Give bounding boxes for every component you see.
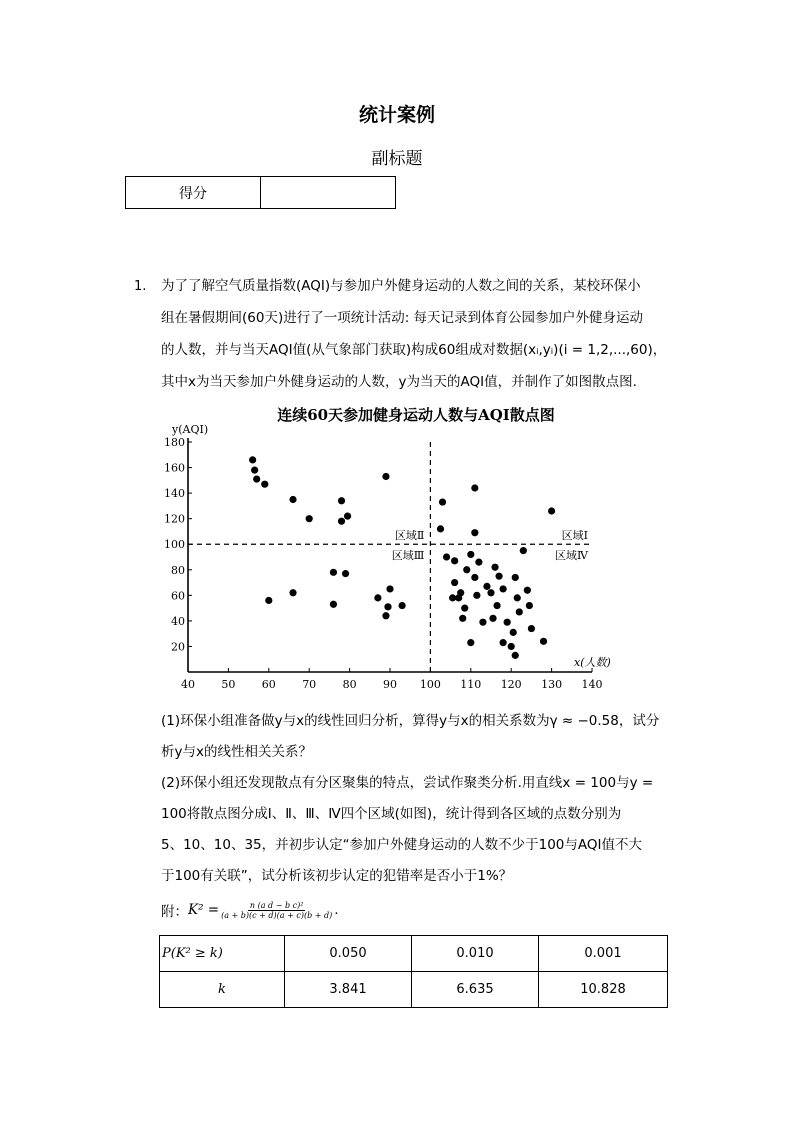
page-title: 统计案例 <box>358 104 435 126</box>
scatter-point <box>261 481 268 488</box>
intro-line: 为了了解空气质量指数(AQI)与参加户外健身运动的人数之间的关系，某校环保小 <box>161 278 641 294</box>
scatter-point <box>344 513 351 520</box>
scatter-point <box>443 553 450 560</box>
region-label: 区域Ⅱ <box>394 529 425 543</box>
table-cell: 6.635 <box>412 972 539 1008</box>
y-tick-label: 100 <box>164 538 185 552</box>
table-row <box>160 972 668 1008</box>
scatter-point <box>342 570 349 577</box>
scatter-point <box>524 587 531 594</box>
formula-fraction <box>221 901 332 920</box>
scatter-point <box>471 484 478 491</box>
region-label: 区域Ⅳ <box>555 549 588 563</box>
part-line: 析y与x的线性相关关系？ <box>161 744 312 760</box>
table-cell: 3.841 <box>285 972 412 1008</box>
y-tick-label: 140 <box>164 487 185 501</box>
y-tick-label: 180 <box>164 436 185 449</box>
scatter-point <box>489 615 496 622</box>
x-tick-label: 110 <box>460 678 482 691</box>
formula-numerator: n (a d − b c)² <box>249 900 304 910</box>
scatter-point <box>439 498 446 505</box>
score-table <box>125 176 396 209</box>
scatter-point <box>306 515 313 522</box>
x-tick-label: 70 <box>302 678 317 691</box>
part-line: (1)环保小组准备做y与x的线性回归分析，算得y与x的相关系数为γ ≈ −0.58，试分 <box>161 713 660 729</box>
formula <box>161 900 339 920</box>
scatter-point <box>504 619 511 626</box>
scatter-point <box>475 559 482 566</box>
region-label: 区域Ⅰ <box>561 529 588 543</box>
formula-lhs: K² = <box>188 902 220 918</box>
chart-title: 连续60天参加健身运动人数与AQI散点图 <box>277 406 555 424</box>
y-tick-label: 60 <box>171 589 185 603</box>
scatter-point <box>548 507 555 514</box>
scatter-point <box>483 583 490 590</box>
scatter-point <box>253 475 260 482</box>
formula-denominator: (a + b)(c + d)(a + c)(b + d) <box>221 910 333 920</box>
scatter-point <box>520 547 527 554</box>
scatter-point <box>512 652 519 659</box>
region-labels <box>392 528 589 562</box>
scatter-point <box>495 573 502 580</box>
x-tick-label: 130 <box>541 678 563 691</box>
x-tick-label: 50 <box>221 678 236 691</box>
part-line: 100将散点图分成Ⅰ、Ⅱ、Ⅲ、Ⅳ四个区域(如图)，统计得到各区域的点数分别为 <box>161 806 622 822</box>
table-row-header: k <box>160 972 285 1008</box>
question-parts <box>161 706 671 892</box>
scatter-point <box>514 594 521 601</box>
intro-line: 的人数，并与当天AQI值(从气象部门获取)构成60组成对数据(xᵢ,yᵢ)(i = 1,2,...,60)， <box>161 342 667 358</box>
y-tick-label: 80 <box>171 563 185 577</box>
scatter-point <box>467 639 474 646</box>
scatter-point <box>487 589 494 596</box>
scatter-point <box>289 496 296 503</box>
score-label: 得分 <box>126 177 261 209</box>
table-cell: 0.010 <box>412 936 539 972</box>
scatter-point <box>382 612 389 619</box>
question-number: 1. <box>134 279 147 294</box>
scatter-point <box>289 589 296 596</box>
scatter-point <box>479 619 486 626</box>
intro-line: 组在暑假期间(60天)进行了一项统计活动: 每天记录到体育公园参加户外健身运动 <box>161 310 644 326</box>
x-tick-label: 60 <box>261 678 276 691</box>
y-axis-label: y(AQI) <box>172 423 209 436</box>
scatter-point <box>437 525 444 532</box>
scatter-point <box>463 566 470 573</box>
scatter-point <box>528 625 535 632</box>
x-tick-label: 100 <box>419 678 441 691</box>
scatter-point <box>338 518 345 525</box>
scatter-point <box>384 603 391 610</box>
y-tick-label: 40 <box>171 614 185 628</box>
scatter-point <box>471 529 478 536</box>
scatter-point <box>540 638 547 645</box>
scatter-point <box>500 639 507 646</box>
question-intro <box>161 270 671 398</box>
table-cell: 0.001 <box>539 936 668 972</box>
part-line: (2)环保小组还发现散点有分区聚集的特点，尝试作聚类分析.用直线x = 100与y = <box>161 775 654 791</box>
region-label: 区域Ⅲ <box>391 549 425 563</box>
scatter-point <box>500 585 507 592</box>
page-subtitle: 副标题 <box>371 149 423 169</box>
table-row <box>160 936 668 972</box>
scatter-point <box>330 601 337 608</box>
scatter-point <box>510 629 517 636</box>
scatter-chart <box>164 402 620 697</box>
x-tick-label: 120 <box>500 678 522 691</box>
scatter-point <box>493 602 500 609</box>
x-tick-label: 40 <box>181 678 195 691</box>
x-tick-label: 80 <box>342 678 357 691</box>
formula-prefix: 附： <box>161 904 188 920</box>
scatter-point <box>374 594 381 601</box>
y-tick-label: 120 <box>164 512 185 526</box>
scatter-point <box>249 456 256 463</box>
intro-line: 其中x为当天参加户外健身运动的人数，y为当天的AQI值，并制作了如图散点图. <box>161 374 637 390</box>
part-line: 于100有关联”，试分析该初步认定的犯错率是否小于1%？ <box>161 868 513 884</box>
scatter-point <box>467 551 474 558</box>
scatter-point <box>457 589 464 596</box>
scatter-point <box>251 467 258 474</box>
scatter-point <box>471 574 478 581</box>
x-tick-label: 140 <box>581 678 603 691</box>
scatter-point <box>330 569 337 576</box>
probability-table <box>159 935 668 1008</box>
table-cell: 10.828 <box>539 972 668 1008</box>
x-axis-label: x(人数) <box>574 656 611 669</box>
scatter-point <box>516 608 523 615</box>
x-tick-label: 90 <box>383 678 397 691</box>
part-line: 5、10、10、35，并初步认定“参加户外健身运动的人数不少于100与AQI值不大 <box>161 837 642 853</box>
scatter-point <box>526 602 533 609</box>
score-value[interactable] <box>261 177 396 209</box>
y-tick-label: 20 <box>171 640 185 654</box>
scatter-point <box>461 605 468 612</box>
formula-suffix: . <box>334 902 339 918</box>
table-row-header: P(K² ≥ k) <box>160 936 285 972</box>
scatter-point <box>399 602 406 609</box>
scatter-point <box>473 592 480 599</box>
scatter-point <box>451 557 458 564</box>
scatter-point <box>508 643 515 650</box>
region-dividers <box>188 440 592 672</box>
table-cell: 0.050 <box>285 936 412 972</box>
scatter-point <box>386 585 393 592</box>
scatter-point <box>491 564 498 571</box>
scatter-point <box>338 497 345 504</box>
scatter-point <box>512 574 519 581</box>
chart-axes <box>188 438 592 672</box>
y-tick-label: 160 <box>164 461 185 475</box>
scatter-point <box>459 615 466 622</box>
scatter-point <box>265 597 272 604</box>
scatter-point <box>382 473 389 480</box>
scatter-point <box>451 579 458 586</box>
